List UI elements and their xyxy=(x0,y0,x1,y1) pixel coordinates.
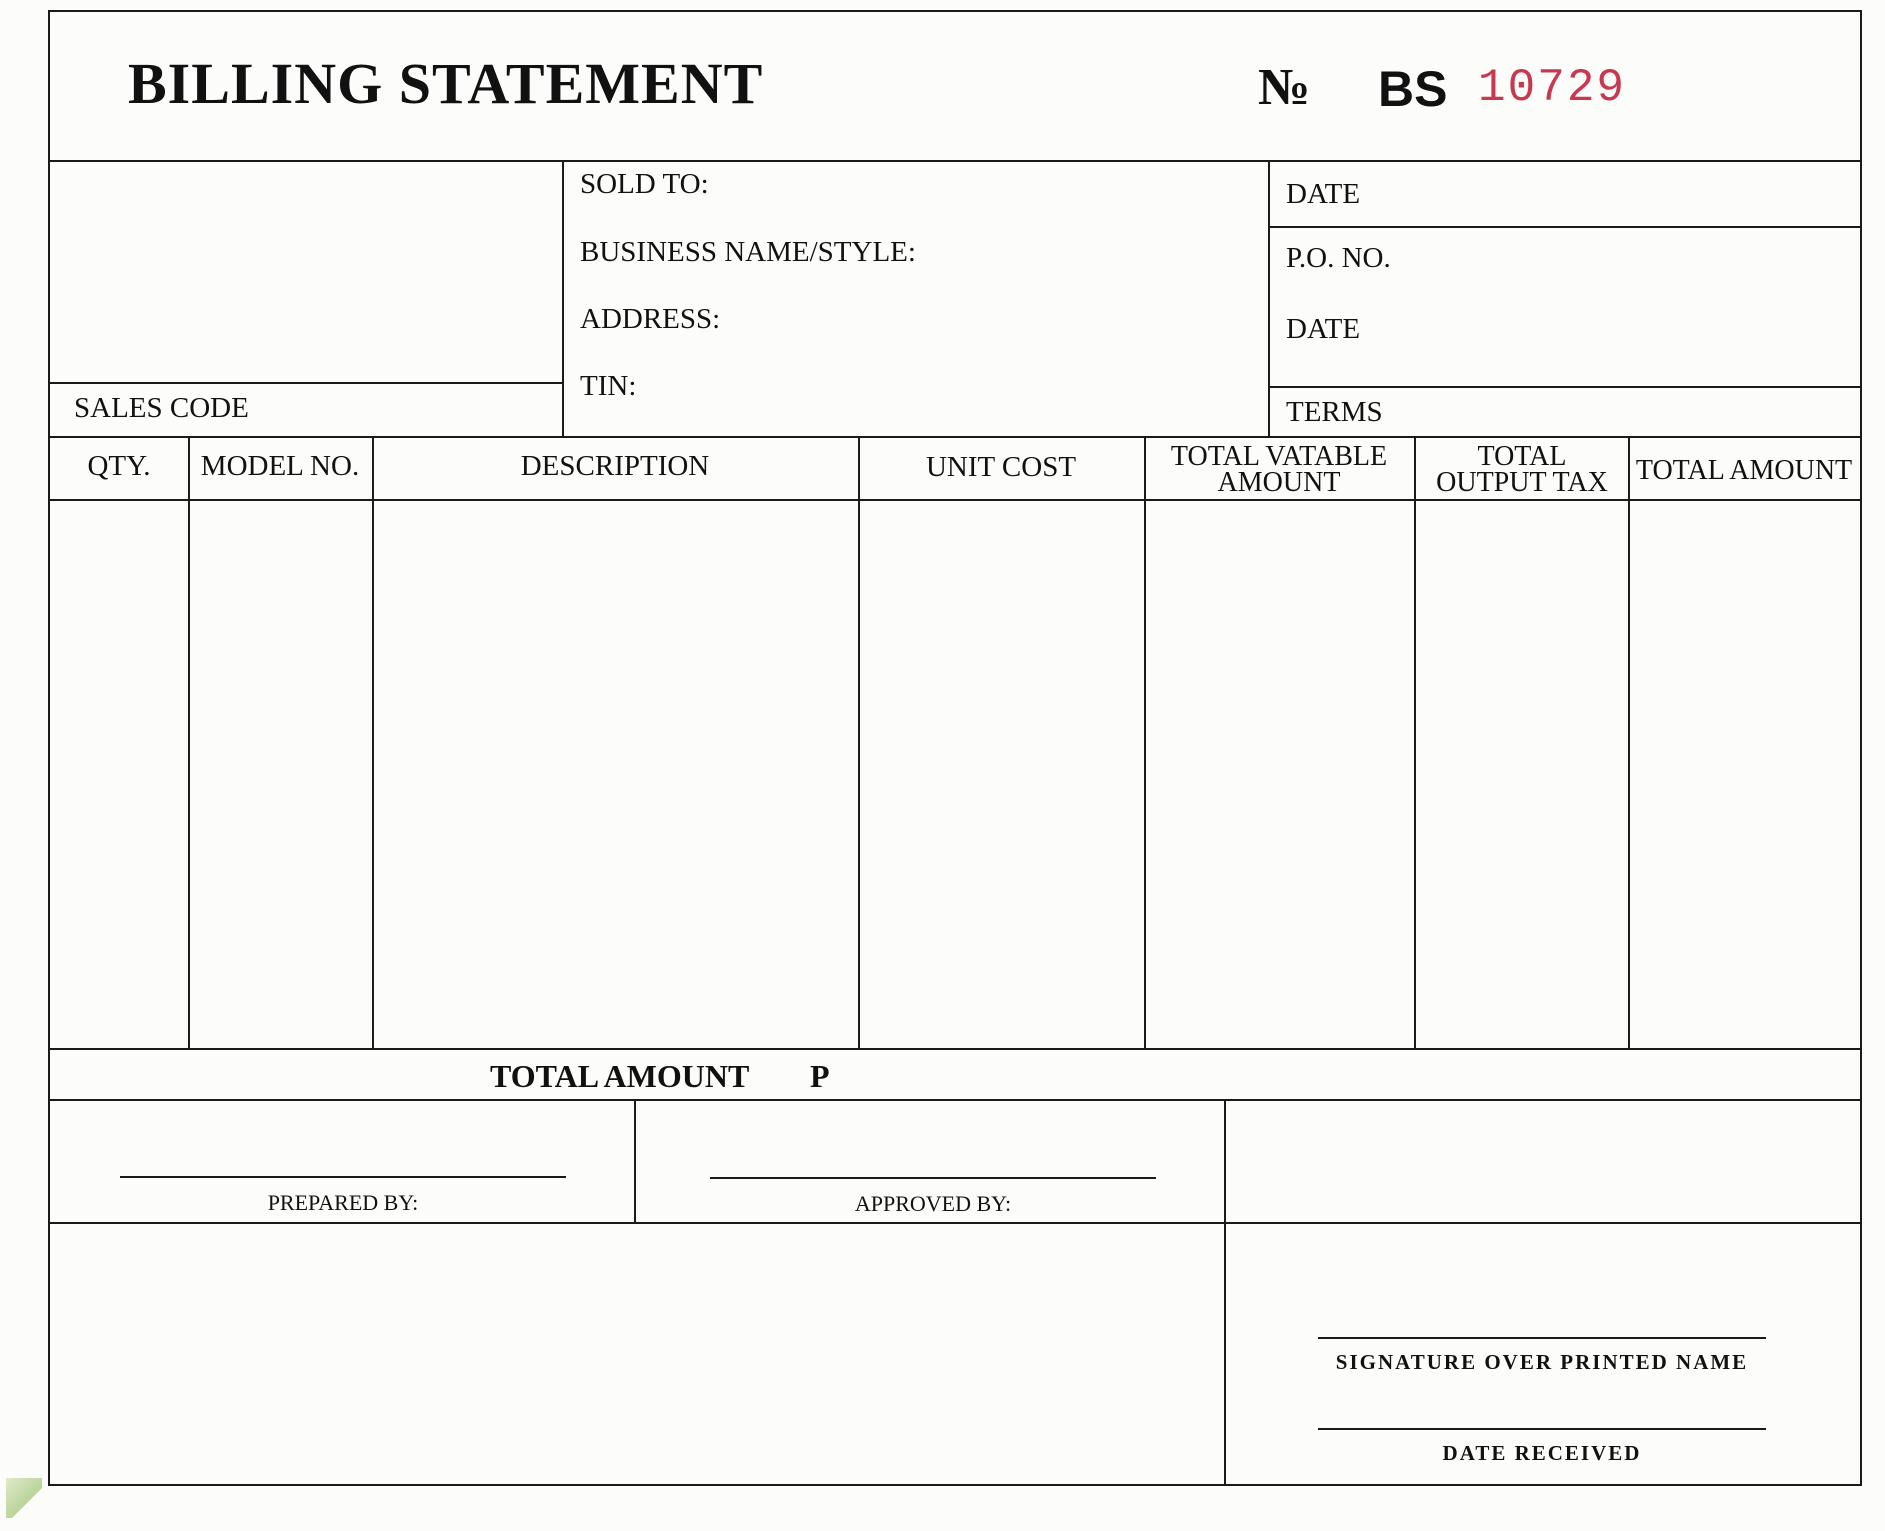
table-col-divider xyxy=(188,436,190,1048)
divider xyxy=(50,1048,1860,1050)
terms-label: TERMS xyxy=(1286,396,1383,428)
divider xyxy=(1268,386,1860,388)
divider xyxy=(1268,160,1270,436)
currency-symbol: P xyxy=(810,1058,830,1094)
date-received-label: DATE RECEIVED xyxy=(1442,1441,1642,1465)
divider xyxy=(50,382,562,384)
table-col-divider xyxy=(1144,436,1146,1048)
form-title: BILLING STATEMENT xyxy=(128,51,764,116)
column-header-total-vatable-amount: TOTAL VATABLE AMOUNT xyxy=(1170,441,1388,498)
column-header-description: DESCRIPTION xyxy=(520,450,710,482)
prepared-by-label: PREPARED BY: xyxy=(267,1190,419,1215)
sales-code-label: SALES CODE xyxy=(74,392,249,424)
statement-number-prefix: BS xyxy=(1378,61,1448,117)
column-header-qty: QTY. xyxy=(87,450,151,482)
divider xyxy=(1224,1099,1226,1484)
approved-by-label: APPROVED BY: xyxy=(854,1191,1012,1216)
divider xyxy=(50,1222,1860,1224)
business-name-label: BUSINESS NAME/STYLE: xyxy=(580,236,916,268)
signature-line xyxy=(1318,1337,1766,1339)
table-col-divider xyxy=(858,436,860,1048)
table-col-divider xyxy=(372,436,374,1048)
column-header-model-no: MODEL NO. xyxy=(200,450,360,482)
divider xyxy=(50,499,1860,501)
signature-label: SIGNATURE OVER PRINTED NAME xyxy=(1335,1350,1749,1374)
statement-number: 10729 xyxy=(1478,62,1627,114)
po-date-label: DATE xyxy=(1286,313,1361,345)
tin-label: TIN: xyxy=(580,370,637,402)
date-received-line xyxy=(1318,1428,1766,1430)
date-label: DATE xyxy=(1286,178,1361,210)
number-symbol: № xyxy=(1258,59,1311,116)
total-amount-label: TOTAL AMOUNT xyxy=(490,1058,750,1094)
column-header-unit-cost: UNIT COST xyxy=(925,451,1077,483)
page-corner-fold xyxy=(6,1478,42,1518)
table-col-divider xyxy=(1414,436,1416,1048)
divider xyxy=(634,1099,636,1222)
address-label: ADDRESS: xyxy=(580,303,721,335)
billing-statement-form xyxy=(48,10,1862,1486)
divider xyxy=(1268,226,1860,228)
divider xyxy=(50,436,1860,438)
prepared-by-line xyxy=(120,1176,566,1178)
table-col-divider xyxy=(1628,436,1630,1048)
po-number-label: P.O. NO. xyxy=(1286,242,1391,274)
sold-to-label: SOLD TO: xyxy=(580,168,709,200)
divider xyxy=(50,1099,1860,1101)
divider xyxy=(50,160,1860,162)
approved-by-line xyxy=(710,1177,1156,1179)
column-header-total-output-tax: TOTAL OUTPUT TAX xyxy=(1436,441,1608,498)
divider xyxy=(562,160,564,436)
column-header-total-amount: TOTAL AMOUNT xyxy=(1635,455,1853,486)
